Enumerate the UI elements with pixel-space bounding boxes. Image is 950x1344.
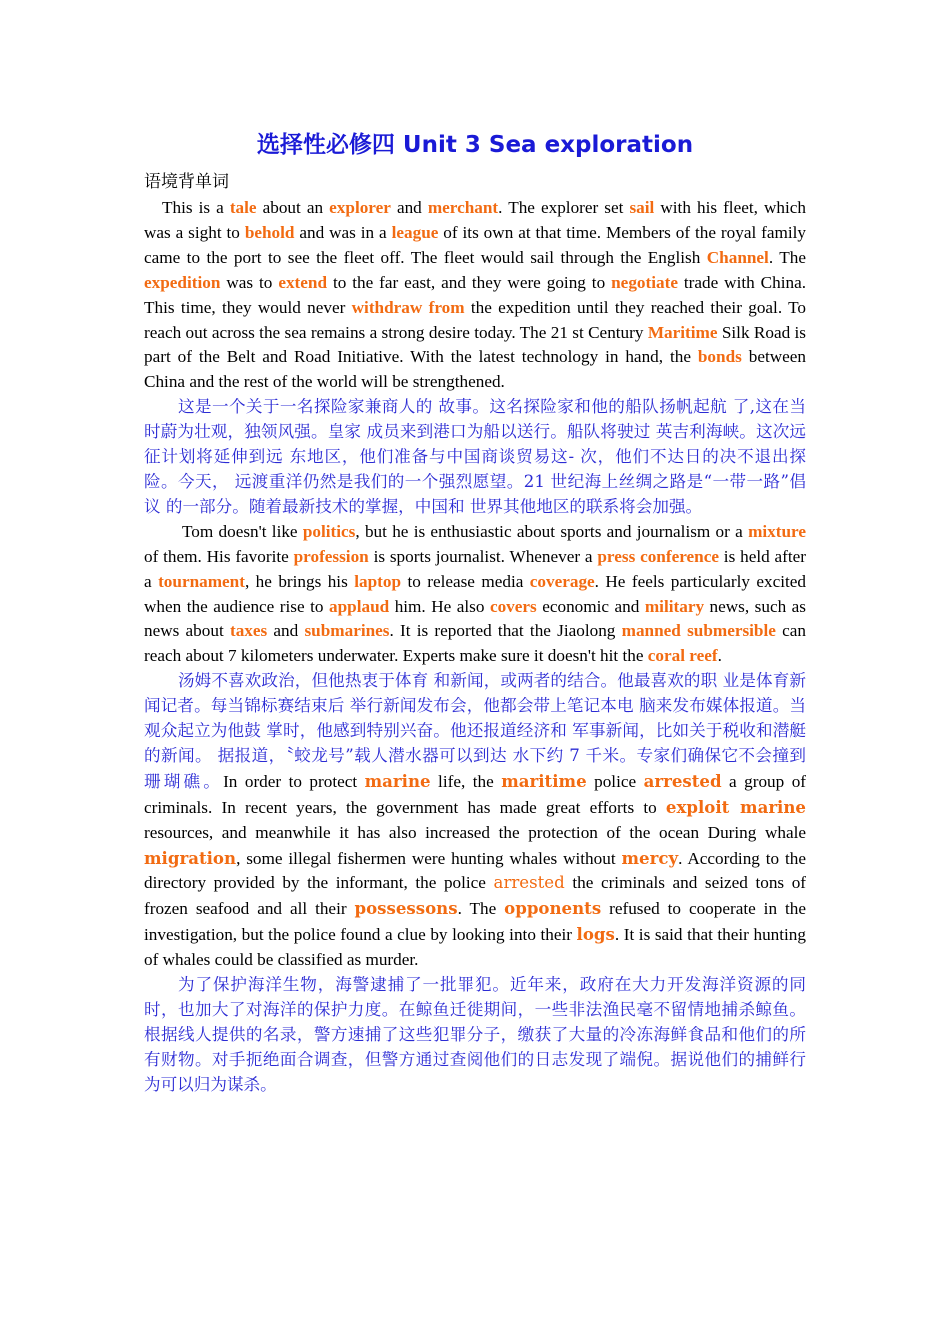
paragraph-text: him. He also xyxy=(389,596,490,616)
vocab-keyword: military xyxy=(644,596,705,616)
paragraph-text: and xyxy=(267,621,305,641)
vocab-keyword: explorer xyxy=(329,198,391,217)
paragraph-text: 为了保护海洋生物，海警逮捕了一批罪犯。近年来，政府在大力开发海洋资源的同时，也加大了对海洋的保护力度。在鲸鱼迁徙期间，一些非法渔民毫不留情地捕杀鲸鱼。根据线人提供的名录，警方速捕了这些犯罪分子，缴获了大量的冷冻海鲜食品和他们的所有财物。对手扼绝面合调查，但警方通过查阅他们的日志发现了端倪。据说他们的捕鲜行为可以归为谋杀。 xyxy=(144,975,806,1094)
vocab-keyword: submarines xyxy=(304,621,390,641)
paragraph-text: life, the xyxy=(430,771,502,791)
vocab-keyword: Channel xyxy=(706,247,769,267)
chinese-paragraph xyxy=(144,973,806,1098)
paragraph-text: a group of criminals. In recent years, the government has made great efforts to xyxy=(144,771,807,817)
paragraph-text: , some illegal fishermen were hunting whales without xyxy=(236,848,622,868)
document-page xyxy=(144,130,806,1098)
paragraph-text: to the far east, and they were going to xyxy=(327,272,612,292)
vocab-keyword: laptop xyxy=(354,571,402,591)
vocab-keyword: coral reef xyxy=(647,646,718,666)
chinese-paragraph xyxy=(144,395,806,520)
vocab-keyword: opponents xyxy=(504,898,602,919)
english-paragraph xyxy=(144,520,806,669)
paragraph-text: , but he is enthusiastic about sports and journalism or a xyxy=(355,521,749,541)
paragraph-text: . He feels particularly excited when the audience rise to xyxy=(144,571,806,616)
vocab-keyword: possessons xyxy=(354,898,458,919)
paragraph-text: between China and the rest of the world will be strengthened. xyxy=(144,347,806,392)
vocab-keyword: migration xyxy=(144,847,237,868)
paragraph-text: and xyxy=(390,198,428,217)
paragraph-text: 汤姆不喜欢政治，但他热衷于体育 和新闻，或两者的结合。他最喜欢的职 业是体育新闻记者。每当锦标赛结束后 举行新闻发布会，他都会带上笔记本电 脑来发布媒体报道。当观众起立为他鼓 掌时，他感到特别兴奋。他还报道经济和 军事新闻，比如关于税收和潜艇的新闻。 据报道，〝蛟龙号”载人潜水器可以到达 水下约 7 千米。专家们确保它不会撞到 珊瑚礁。 xyxy=(144,671,806,791)
paragraph-text: is held after a xyxy=(144,546,806,591)
paragraph-text: to release media xyxy=(401,571,530,591)
paragraph-text: the criminals and seized tons of frozen seafood and all their xyxy=(144,873,807,919)
page-title: 选择性必修四 Unit 3 Sea exploration xyxy=(256,132,694,158)
paragraph-text: . It is said that their hunting of whales could be classified as murder. xyxy=(144,925,806,970)
vocab-keyword: taxes xyxy=(229,621,268,641)
vocab-keyword: tournament xyxy=(158,571,245,591)
paragraph-text: economic and xyxy=(536,596,645,616)
vocab-keyword: logs xyxy=(576,924,615,945)
paragraph-text: resources, and meanwhile it has also increased the protection of the ocean During whale xyxy=(144,822,806,842)
vocab-keyword: marine xyxy=(364,770,431,791)
vocab-keyword: expedition xyxy=(144,272,221,292)
paragraph-text: In order to protect xyxy=(223,771,365,791)
paragraph-text: trade with China. This time, they would never xyxy=(144,272,807,317)
paragraph-text: . The xyxy=(768,247,806,267)
vocab-keyword: league xyxy=(391,222,439,242)
vocab-keyword: mercy xyxy=(621,847,679,868)
paragraph-text: . It is reported that the Jiaolong xyxy=(389,621,622,641)
paragraph-text: news, such as news about xyxy=(144,596,806,641)
vocab-keyword: exploit marine xyxy=(665,796,806,817)
paragraph-text: . The explorer set xyxy=(498,198,630,217)
vocab-keyword: behold xyxy=(244,222,295,242)
paragraph-text: Silk Road is part of the Belt and Road Initiative. With the latest technology in hand, the xyxy=(144,322,807,367)
vocab-keyword: mixture xyxy=(748,521,806,541)
paragraph-text: Tom doesn't like xyxy=(182,521,303,541)
paragraph-text: . xyxy=(717,646,722,666)
paragraph-text: of them. His favorite xyxy=(144,546,294,566)
vocab-keyword: tale xyxy=(229,198,257,217)
paragraph-text: refused to cooperate in the investigation, but the police found a clue by looking into their xyxy=(144,899,806,945)
section-label: 语境背单词 xyxy=(144,172,229,191)
paragraph-text: with his fleet, which was a sight to xyxy=(144,198,806,242)
vocab-keyword: applaud xyxy=(328,596,390,616)
paragraph-text: , he brings his xyxy=(244,571,355,591)
vocab-keyword: withdraw from xyxy=(351,297,465,317)
vocab-keyword: profession xyxy=(293,546,369,566)
paragraph-text: . According to the directory provided by the informant, the police xyxy=(144,848,806,893)
english-paragraph xyxy=(144,196,806,395)
vocab-keyword: press conference xyxy=(597,546,719,566)
vocab-keyword: sail xyxy=(629,198,655,217)
paragraph-text: police xyxy=(586,771,644,791)
paragraph-text: and was in a xyxy=(294,222,392,242)
paragraph-text: This is a xyxy=(162,198,230,217)
paragraph-text: is sports journalist. Whenever a xyxy=(368,546,598,566)
vocab-keyword: arrested xyxy=(643,770,722,791)
paragraph-text: the expedition until they reached their goal. To reach out across the sea remains a strong desire today. The 21 st Century xyxy=(144,297,807,342)
chinese-paragraph xyxy=(144,669,806,973)
vocab-keyword: covers xyxy=(489,596,537,616)
vocab-keyword: bonds xyxy=(697,347,742,367)
vocab-keyword: politics xyxy=(302,521,356,541)
vocab-keyword: coverage xyxy=(529,571,595,591)
vocab-keyword: manned submersible xyxy=(621,621,776,641)
vocab-keyword: Maritime xyxy=(647,322,718,342)
vocab-keyword: maritime xyxy=(501,770,587,791)
paragraph-text: . The xyxy=(457,899,505,919)
vocab-keyword: negotiate xyxy=(611,272,678,292)
vocab-keyword: arrested xyxy=(493,873,565,893)
document-body xyxy=(144,196,806,1098)
paragraph-text: was to xyxy=(220,272,279,292)
paragraph-text: 这是一个关于一名探险家兼商人的 故事。这名探险家和他的船队扬帆起航 了,这在当时蔚为壮观，独领风强。皇家 成员来到港口为船以送行。船队将驶过 英吉利海峡。这次远征计划将延伸到远 东地区，他们准备与中国商谈贸易这- 次，他们不达日的决不退出探险。今天， 远渡重洋仍然是我们的一个强烈愿望。21 世纪海上丝绸之路是“一带一路”倡议 的一部分。随着最新技术的掌握，中国和 世界其他地区的联系将会加强。 xyxy=(144,397,806,516)
paragraph-text: can reach about 7 kilometers underwater. Experts make sure it doesn't hit the xyxy=(144,621,806,666)
vocab-keyword: extend xyxy=(278,272,328,292)
paragraph-text: of its own at that time. Members of the royal family came to the port to see the fleet off. The fleet would sail through the English xyxy=(144,222,807,267)
vocab-keyword: merchant xyxy=(427,198,499,217)
paragraph-text: about an xyxy=(256,198,330,217)
